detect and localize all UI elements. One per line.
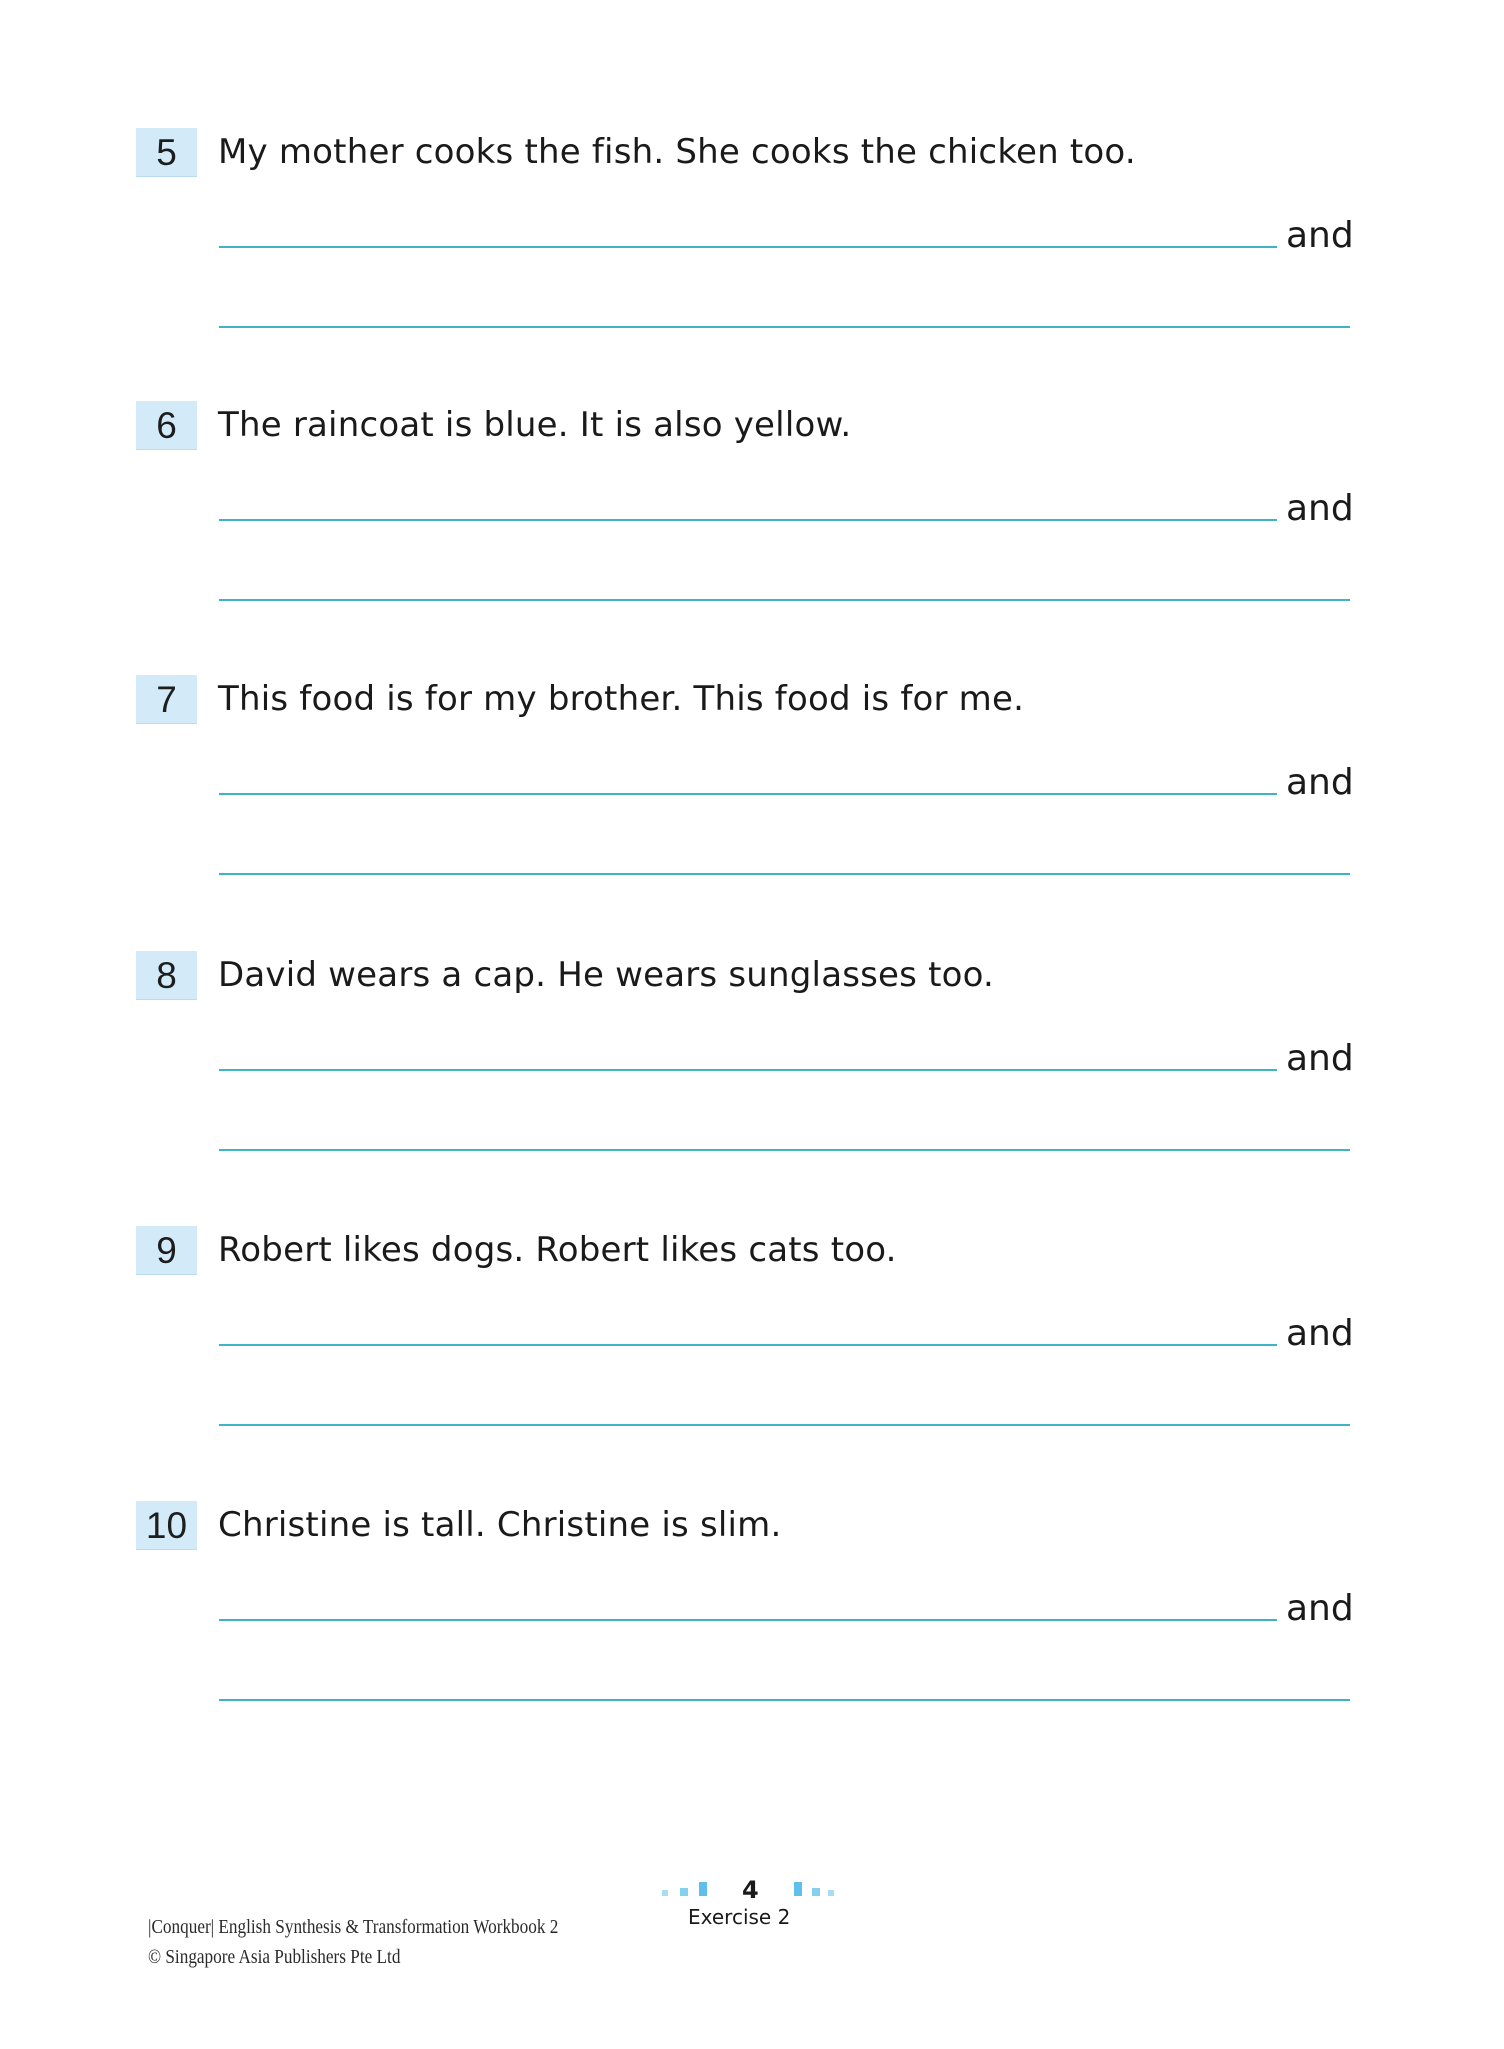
question-sentence: Christine is tall. Christine is slim. <box>218 1505 782 1545</box>
answer-line-2[interactable] <box>219 1424 1350 1426</box>
answer-line-1[interactable] <box>219 1619 1277 1621</box>
question-number-badge: 8 <box>136 951 197 1000</box>
answer-line-2[interactable] <box>219 599 1350 601</box>
answer-line-1[interactable] <box>219 1344 1277 1346</box>
answer-line-2[interactable] <box>219 326 1350 328</box>
question-number-badge: 9 <box>136 1226 197 1275</box>
conjunction-label: and <box>1286 1313 1354 1354</box>
conjunction-label: and <box>1286 215 1354 256</box>
marker-square-icon <box>699 1882 707 1896</box>
page-number: 4 <box>742 1876 759 1904</box>
conjunction-label: and <box>1286 1038 1354 1079</box>
question-8 <box>0 951 1504 1211</box>
question-10 <box>0 1501 1504 1761</box>
conjunction-label: and <box>1286 488 1354 529</box>
question-number-badge: 6 <box>136 401 197 450</box>
answer-line-2[interactable] <box>219 1149 1350 1151</box>
question-sentence: The raincoat is blue. It is also yellow. <box>218 405 852 445</box>
question-5 <box>0 128 1504 388</box>
question-6 <box>0 401 1504 661</box>
question-9 <box>0 1226 1504 1486</box>
question-sentence: My mother cooks the fish. She cooks the chicken too. <box>218 132 1136 172</box>
answer-line-1[interactable] <box>219 1069 1277 1071</box>
marker-square-icon <box>828 1890 834 1896</box>
question-sentence: David wears a cap. He wears sunglasses too. <box>218 955 995 995</box>
question-7 <box>0 675 1504 935</box>
exercise-label: Exercise 2 <box>688 1905 791 1929</box>
question-number-badge: 10 <box>136 1501 197 1550</box>
question-sentence: This food is for my brother. This food is for me. <box>218 679 1025 719</box>
marker-square-icon <box>680 1888 688 1896</box>
copyright-notice: © Singapore Asia Publishers Pte Ltd <box>148 1946 401 1968</box>
answer-line-1[interactable] <box>219 246 1277 248</box>
footer-credits <box>148 1912 558 1972</box>
question-sentence: Robert likes dogs. Robert likes cats too. <box>218 1230 897 1270</box>
answer-line-1[interactable] <box>219 793 1277 795</box>
question-number-badge: 7 <box>136 675 197 724</box>
marker-square-icon <box>794 1882 802 1896</box>
answer-line-2[interactable] <box>219 873 1350 875</box>
conjunction-label: and <box>1286 1588 1354 1629</box>
answer-line-1[interactable] <box>219 519 1277 521</box>
answer-line-2[interactable] <box>219 1699 1350 1701</box>
page-number-marker <box>650 1876 850 1906</box>
marker-square-icon <box>662 1890 668 1896</box>
marker-square-icon <box>812 1888 820 1896</box>
question-number-badge: 5 <box>136 128 197 177</box>
book-title: |Conquer| English Synthesis & Transformation Workbook 2 <box>148 1916 559 1938</box>
conjunction-label: and <box>1286 762 1354 803</box>
